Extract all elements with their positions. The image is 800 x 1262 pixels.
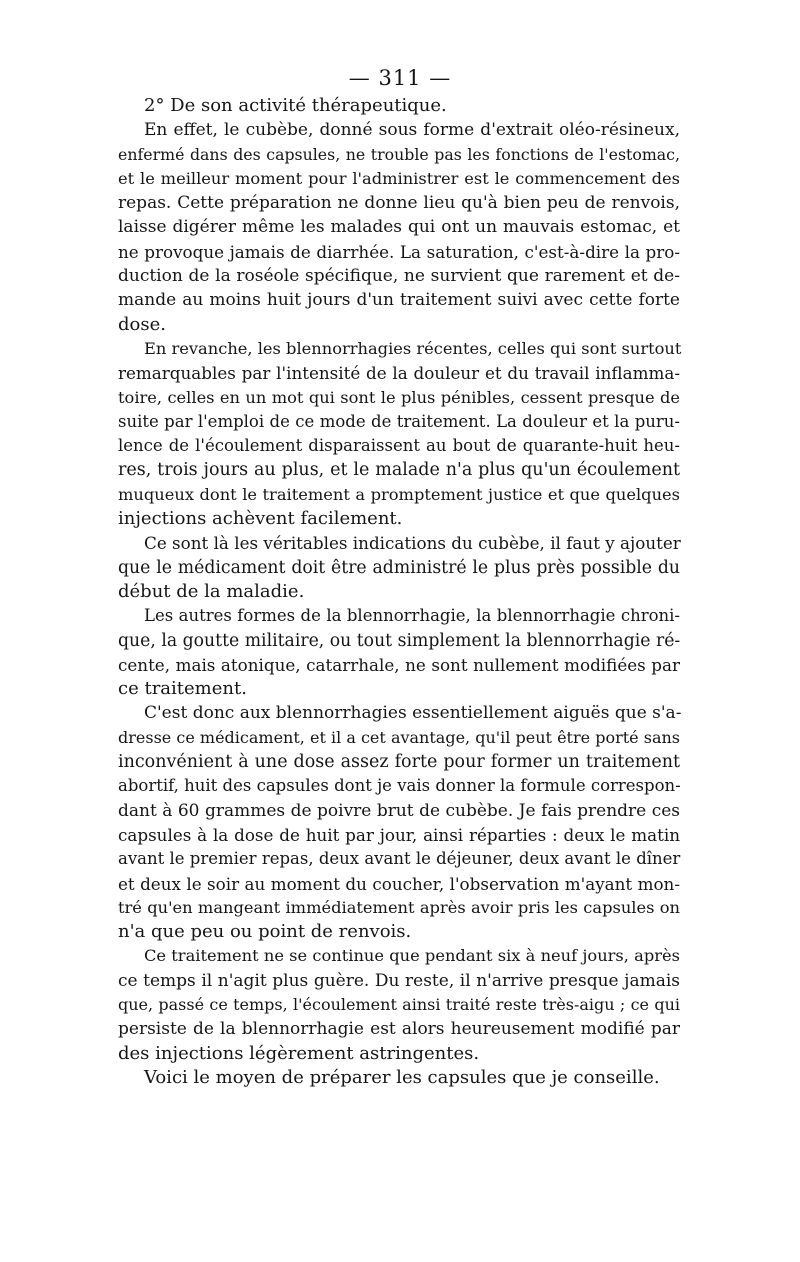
text-line: C'est donc aux blennorrhagies essentiellement aiguës que s'a-	[144, 703, 682, 724]
page-number: — 311 —	[348, 66, 452, 90]
text-line: res, trois jours au plus, et le malade n'a plus qu'un écoulement	[118, 460, 680, 481]
text-line: laisse digérer même les malades qui ont un mauvais estomac, et	[118, 217, 680, 238]
text-line: En revanche, les blennorrhagies récentes, celles qui sont surtout	[144, 338, 682, 358]
text-line: enfermé dans des capsules, ne trouble pas les fonctions de l'estomac,	[118, 144, 680, 164]
text-line: cente, mais atonique, catarrhale, ne sont nullement modifiées par	[118, 654, 680, 675]
text-line: En effet, le cubèbe, donné sous forme d'extrait oléo-résineux,	[144, 120, 680, 141]
text-line: tré qu'en mangeant immédiatement après avoir pris les capsules on	[118, 897, 680, 917]
text-line: et deux le soir au moment du coucher, l'observation m'ayant mon-	[118, 873, 680, 894]
text-line: dose.	[118, 313, 166, 335]
text-line: Ce traitement ne se continue que pendant six à neuf jours, après	[144, 946, 680, 966]
text-line: mande au moins huit jours d'un traitement suivi avec cette forte	[118, 290, 680, 311]
text-line: toire, celles en un mot qui sont le plus pénibles, cessent presque de	[118, 387, 680, 407]
text-line: inconvénient à une dose assez forte pour former un traitement	[118, 752, 680, 773]
text-line: ce traitement.	[118, 678, 247, 700]
section-heading: 2° De son activité thérapeutique.	[144, 95, 447, 116]
text-line: duction de la roséole spécifique, ne survient que rarement et de-	[118, 266, 680, 287]
text-line: dant à 60 grammes de poivre brut de cubèbe. Je fais prendre ces	[118, 800, 680, 821]
text-line: Ce sont là les véritables indications du cubèbe, il faut y ajouter	[144, 533, 681, 554]
text-line: lence de l'écoulement disparaissent au bout de quarante-huit heu-	[118, 436, 680, 456]
text-line: des injections légèrement astringentes.	[118, 1042, 480, 1064]
text-line: remarquables par l'intensité de la douleur et du travail inflamma-	[118, 363, 680, 384]
text-line: Voici le moyen de préparer les capsules que je conseille.	[144, 1066, 660, 1088]
text-line: repas. Cette préparation ne donne lieu qu'à bien peu de renvois,	[118, 193, 680, 214]
text-line: que, passé ce temps, l'écoulement ainsi traité reste très-aigu ; ce qui	[118, 994, 680, 1014]
text-line: persiste de la blennorrhagie est alors heureusement modifié par	[118, 1019, 680, 1040]
text-line: injections achèvent facilement.	[118, 508, 403, 530]
text-line: abortif, huit des capsules dont je vais donner la formule correspon-	[118, 776, 681, 796]
text-line: dresse ce médicament, et il a cet avantage, qu'il peut être porté sans	[118, 727, 680, 747]
text-line: ne provoque jamais de diarrhée. La saturation, c'est-à-dire la pro-	[118, 241, 680, 262]
text-line: avant le premier repas, deux avant le déjeuner, deux avant le dîner	[118, 849, 681, 869]
text-line: début de la maladie.	[118, 580, 305, 602]
text-line: capsules à la dose de huit par jour, ainsi réparties : deux le matin	[118, 824, 680, 845]
text-line: n'a que peu ou point de renvois.	[118, 921, 412, 943]
text-line: muqueux dont le traitement a promptement justice et que quelques	[118, 484, 680, 504]
text-line: et le meilleur moment pour l'administrer est le commencement des	[118, 168, 680, 188]
text-line: suite par l'emploi de ce mode de traitement. La douleur et la puru-	[118, 411, 680, 431]
text-line: ce temps il n'agit plus guère. Du reste, il n'arrive presque jamais	[118, 970, 680, 991]
text-line: que le médicament doit être administré le plus près possible du	[118, 557, 680, 578]
text-line: Les autres formes de la blennorrhagie, la blennorrhagie chroni-	[144, 606, 680, 626]
text-line: que, la goutte militaire, ou tout simplement la blennorrhagie ré-	[118, 630, 681, 651]
body-text	[118, 94, 680, 1090]
